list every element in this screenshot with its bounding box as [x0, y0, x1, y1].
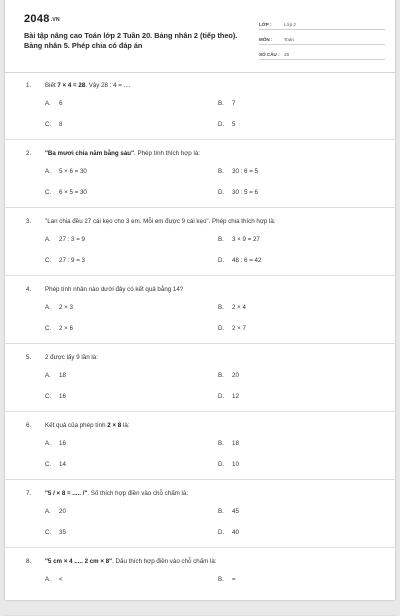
stem-text: . Dấu thích hợp điền vào chỗ chấm là: — [112, 558, 217, 565]
question-number: 4. — [26, 286, 32, 293]
option-letter: B. — [218, 304, 224, 311]
option-c[interactable] — [45, 189, 87, 196]
stem-text: . Vậy 28 : 4 = .... — [85, 82, 131, 89]
option-letter: B. — [218, 168, 224, 175]
stem-text: Biết — [45, 82, 58, 89]
option-letter: D. — [218, 189, 225, 196]
option-a[interactable] — [45, 100, 62, 107]
option-b[interactable] — [218, 576, 236, 583]
option-b[interactable] — [218, 304, 246, 311]
question-stem — [26, 218, 276, 225]
option-text: 8 — [59, 121, 63, 128]
question-stem — [26, 490, 188, 497]
option-text: 40 — [232, 529, 239, 536]
option-b[interactable] — [218, 508, 239, 515]
option-letter: C. — [45, 121, 52, 128]
option-text: 6 × 5 = 30 — [59, 189, 87, 196]
option-text: 16 — [59, 440, 66, 447]
question-number: 1. — [26, 82, 32, 89]
option-text: 2 × 4 — [232, 304, 246, 311]
stem-bold: "5 cm × 4 ..... 2 cm × 8" — [45, 558, 113, 565]
option-letter: D. — [218, 325, 225, 332]
question-2 — [5, 140, 395, 208]
option-letter: A. — [45, 100, 51, 107]
stem-text: Kết quả của phép tính — [45, 422, 108, 429]
option-d[interactable] — [218, 189, 258, 196]
option-c[interactable] — [45, 461, 66, 468]
option-text: 14 — [59, 461, 66, 468]
option-letter: B. — [218, 508, 224, 515]
option-a[interactable] — [45, 440, 66, 447]
option-text: 10 — [232, 461, 239, 468]
option-c[interactable] — [45, 121, 62, 128]
question-stem — [26, 558, 217, 565]
question-number: 7. — [26, 490, 32, 497]
worksheet-title: Bài tập nâng cao Toán lớp 2 Tuần 20. Bảng nhân 2 (tiếp theo). Bảng nhân 5. Phép chia có đáp án — [24, 31, 238, 50]
option-text: 20 — [59, 508, 66, 515]
option-letter: C. — [45, 257, 52, 264]
option-letter: A. — [45, 236, 51, 243]
stem-bold: 7 × 4 = 28 — [57, 82, 86, 89]
question-stem — [26, 82, 131, 89]
stem-bold: 2 × 8 — [107, 422, 122, 429]
stem-bold: "5 / × 8 = ..... /" — [45, 490, 88, 497]
question-4 — [5, 276, 395, 344]
option-a[interactable] — [45, 372, 66, 379]
worksheet-header — [5, 0, 395, 73]
option-text: 6 — [59, 100, 63, 107]
question-number: 6. — [26, 422, 32, 429]
option-text: 18 — [59, 372, 66, 379]
option-text: < — [59, 576, 63, 583]
meta-subject-label: MÔN : — [259, 37, 273, 42]
option-a[interactable] — [45, 236, 85, 243]
option-letter: D. — [218, 121, 225, 128]
question-stem — [26, 354, 98, 361]
option-d[interactable] — [218, 461, 239, 468]
option-letter: A. — [45, 372, 51, 379]
logo-tld: .VN — [50, 17, 60, 23]
option-d[interactable] — [218, 393, 239, 400]
option-text: 16 — [59, 393, 66, 400]
option-c[interactable] — [45, 325, 73, 332]
question-number: 8. — [26, 558, 32, 565]
option-letter: C. — [45, 393, 52, 400]
option-text: 35 — [59, 529, 66, 536]
option-letter: A. — [45, 576, 51, 583]
worksheet-meta — [259, 16, 385, 61]
option-a[interactable] — [45, 576, 63, 583]
option-text: 2 × 3 — [59, 304, 73, 311]
option-text: 5 — [232, 121, 236, 128]
option-text: 48 : 6 = 42 — [232, 257, 262, 264]
question-3 — [5, 208, 395, 276]
stem-text: . Số thích hợp điền vào chỗ chấm là: — [87, 490, 189, 497]
option-letter: B. — [218, 100, 224, 107]
stem-text: . Phép tính thích hợp là: — [134, 150, 201, 157]
option-text: 27 : 3 = 9 — [59, 236, 85, 243]
question-stem — [26, 286, 183, 293]
option-b[interactable] — [218, 372, 239, 379]
option-letter: C. — [45, 325, 52, 332]
option-text: 30 : 6 = 5 — [232, 168, 258, 175]
stem-text: Phép tính nhân nào dưới đây có kết quả bằng 14? — [45, 286, 184, 293]
option-text: 2 × 7 — [232, 325, 246, 332]
option-text: 27 : 9 = 3 — [59, 257, 85, 264]
option-text: 3 × 9 = 27 — [232, 236, 260, 243]
option-letter: B. — [218, 372, 224, 379]
question-7 — [5, 480, 395, 548]
worksheet-page — [5, 0, 395, 600]
meta-grade-row — [259, 16, 385, 30]
option-letter: B. — [218, 236, 224, 243]
option-b[interactable] — [218, 100, 235, 107]
option-letter: D. — [218, 393, 225, 400]
question-number: 5. — [26, 354, 32, 361]
stem-text: "Lan chia đều 27 cái kẹo cho 3 em. Mỗi em được 9 cái kẹo". Phép chia thích hợp là: — [45, 218, 276, 225]
stem-text: là: — [121, 422, 130, 429]
meta-count-label: SỐ CÂU : — [259, 52, 280, 57]
question-1 — [5, 72, 395, 140]
option-a[interactable] — [45, 508, 66, 515]
option-letter: B. — [218, 440, 224, 447]
option-b[interactable] — [218, 168, 258, 175]
option-letter: D. — [218, 529, 225, 536]
option-d[interactable] — [218, 121, 235, 128]
option-letter: C. — [45, 461, 52, 468]
option-letter: A. — [45, 440, 51, 447]
question-list — [5, 72, 395, 616]
option-text: 7 — [232, 100, 236, 107]
question-stem — [26, 422, 129, 429]
option-letter: D. — [218, 461, 225, 468]
stem-bold: "Ba mươi chia năm bằng sáu" — [45, 150, 135, 157]
option-c[interactable] — [45, 393, 66, 400]
option-letter: A. — [45, 304, 51, 311]
meta-subject-value: Toán — [284, 37, 294, 42]
meta-grade-value: Lớp 2 — [284, 22, 296, 27]
option-letter: C. — [45, 189, 52, 196]
meta-count-row — [259, 46, 385, 60]
logo-number: 2048 — [24, 13, 50, 25]
option-b[interactable] — [218, 440, 239, 447]
option-text: 30 : 5 = 6 — [232, 189, 258, 196]
option-letter: A. — [45, 508, 51, 515]
meta-subject-row — [259, 31, 385, 45]
option-a[interactable] — [45, 168, 87, 175]
meta-count-value: 28 — [284, 52, 290, 57]
stem-text: 2 được lấy 9 lần là: — [45, 354, 98, 361]
option-b[interactable] — [218, 236, 260, 243]
option-letter: A. — [45, 168, 51, 175]
meta-grade-label: LỚP : — [259, 22, 272, 27]
question-6 — [5, 412, 395, 480]
option-d[interactable] — [218, 257, 261, 264]
option-text: 45 — [232, 508, 239, 515]
option-a[interactable] — [45, 304, 73, 311]
option-text: 2 × 6 — [59, 325, 73, 332]
question-stem — [26, 150, 200, 157]
question-5 — [5, 344, 395, 412]
option-letter: D. — [218, 257, 225, 264]
option-d[interactable] — [218, 529, 239, 536]
option-text: = — [232, 576, 236, 583]
option-text: 12 — [232, 393, 239, 400]
option-letter: C. — [45, 529, 52, 536]
question-8 — [5, 548, 395, 616]
option-c[interactable] — [45, 529, 66, 536]
option-d[interactable] — [218, 325, 246, 332]
site-logo[interactable] — [24, 13, 60, 25]
question-number: 2. — [26, 150, 32, 157]
option-letter: B. — [218, 576, 224, 583]
option-text: 20 — [232, 372, 239, 379]
option-text: 5 × 6 = 30 — [59, 168, 87, 175]
option-text: 18 — [232, 440, 239, 447]
option-c[interactable] — [45, 257, 85, 264]
question-number: 3. — [26, 218, 32, 225]
